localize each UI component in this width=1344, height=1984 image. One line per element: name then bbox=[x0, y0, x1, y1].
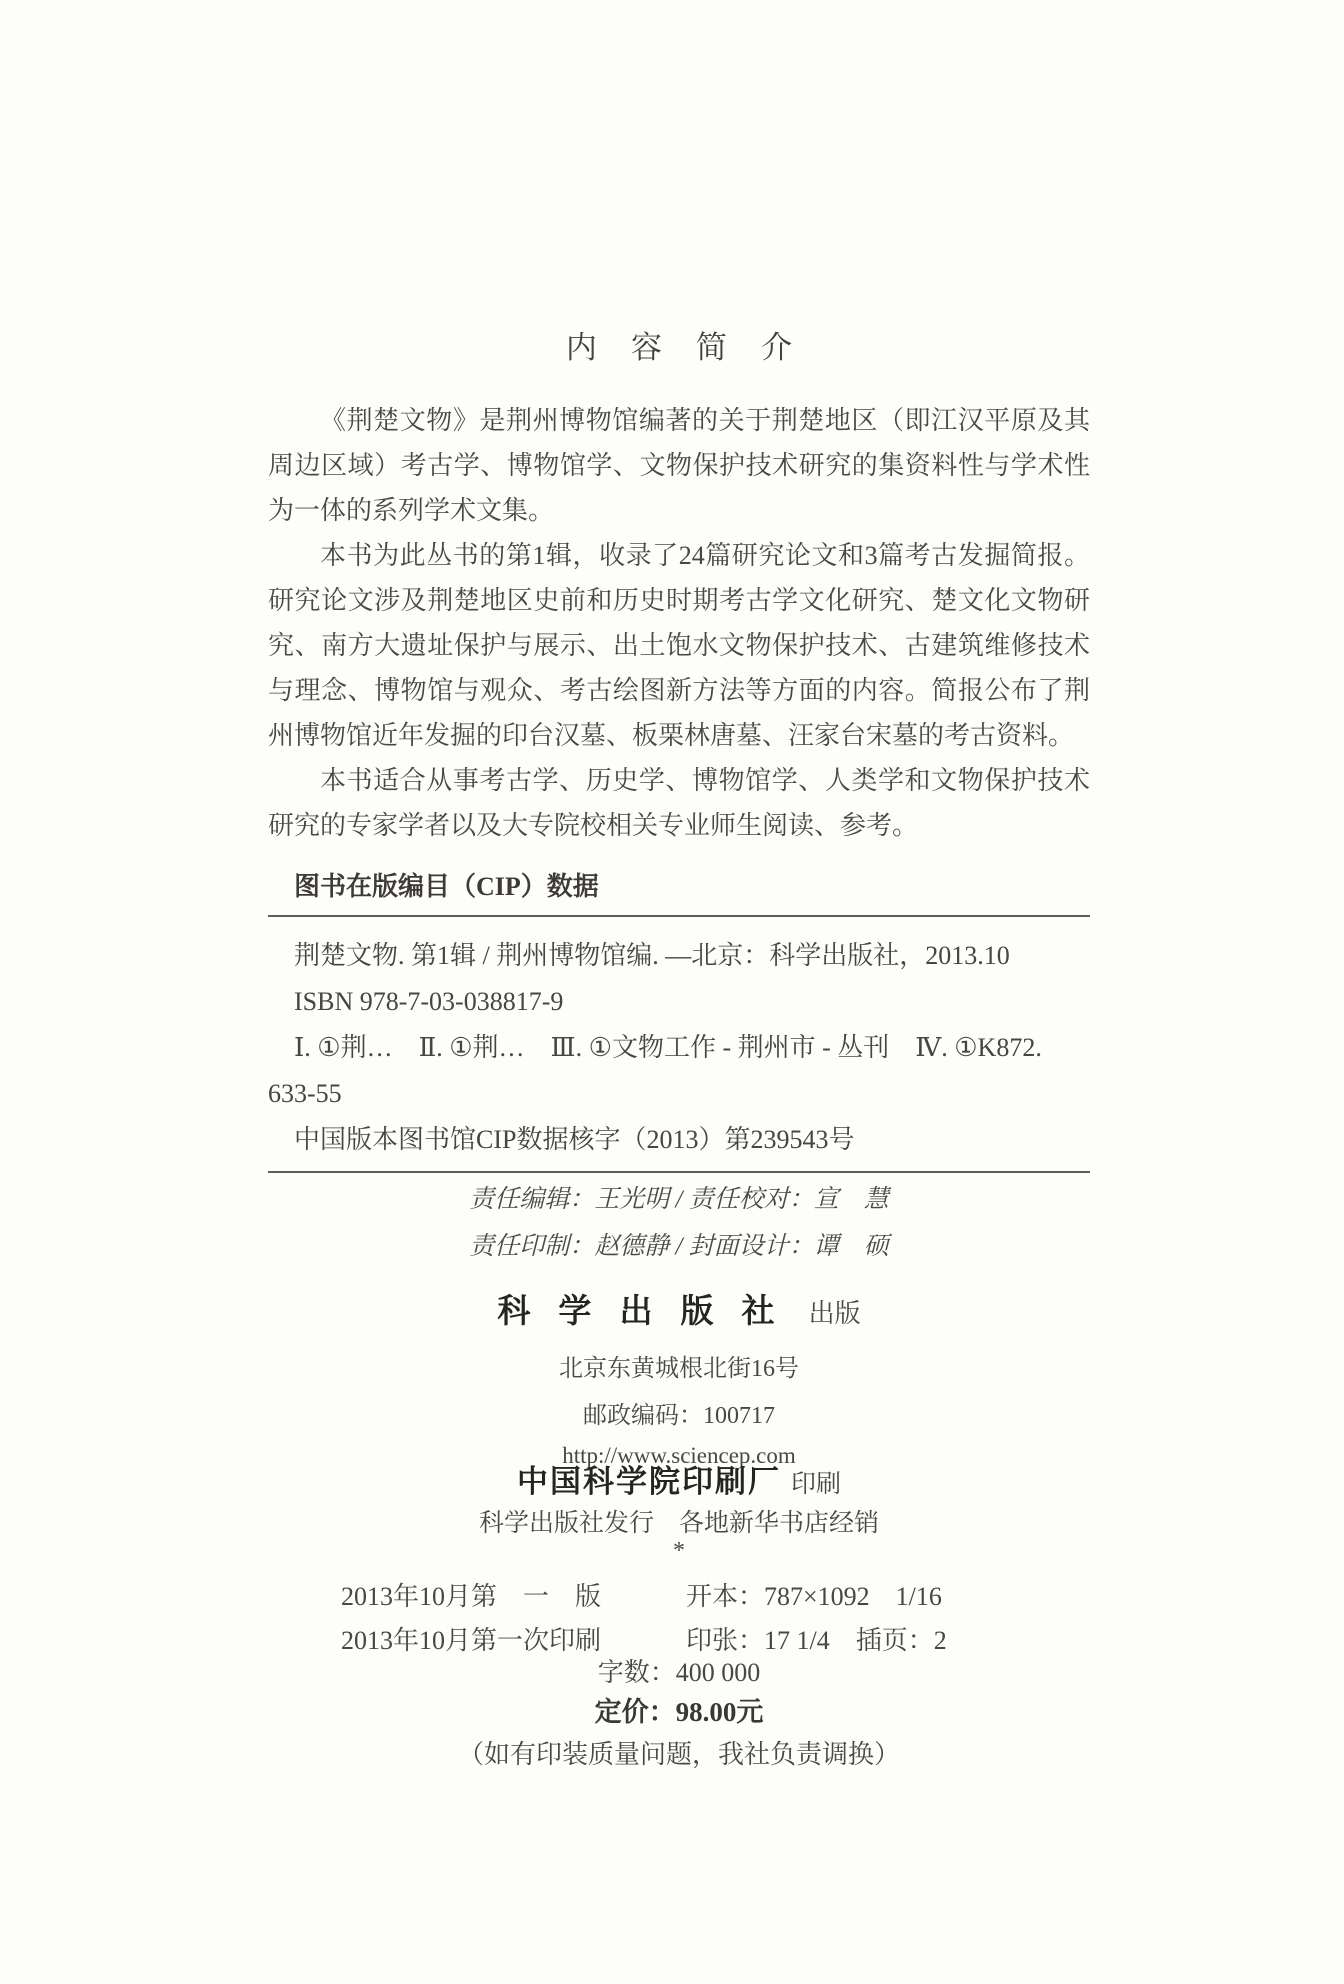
cip-top-rule bbox=[268, 915, 1090, 917]
price: 定价：98.00元 bbox=[594, 1697, 764, 1727]
printer-line bbox=[268, 1456, 1090, 1501]
publisher-name: 科学出版社 bbox=[497, 1294, 803, 1330]
edition-row bbox=[0, 1576, 1344, 1616]
format-spec: 开本：787×1092 1/16 bbox=[686, 1582, 942, 1611]
divider-star: * bbox=[673, 1538, 685, 1564]
publisher-name-line bbox=[268, 1292, 1090, 1334]
staff-editors-line: 责任编辑：王光明 / 责任校对：宣 慧 bbox=[469, 1186, 889, 1213]
cip-book-line: 荆楚文物. 第1辑 / 荆州博物馆编. —北京：科学出版社，2013.10 bbox=[294, 941, 1010, 970]
word-count: 字数：400 000 bbox=[597, 1658, 761, 1687]
printing-date: 2013年10月第一次印刷 bbox=[341, 1626, 602, 1655]
publisher-role: 出版 bbox=[808, 1299, 861, 1328]
publisher-address: 北京东黄城根北街16号 bbox=[559, 1356, 799, 1382]
intro-section bbox=[268, 398, 1090, 848]
page-title: 内容简介 bbox=[565, 330, 827, 365]
intro-paragraph: 本书适合从事考古学、历史学、博物馆学、人类学和文物保护技术研究的专家学者以及大专院校相关专业师生阅读、参考。 bbox=[268, 766, 1090, 840]
publisher-block bbox=[268, 1292, 1090, 1469]
staff-credits bbox=[268, 1176, 1090, 1270]
cip-heading: 图书在版编目（CIP）数据 bbox=[294, 872, 599, 901]
printer-role: 印刷 bbox=[790, 1471, 841, 1498]
publisher-postcode: 邮政编码：100717 bbox=[583, 1403, 775, 1429]
printer-name: 中国科学院印刷厂 bbox=[516, 1464, 781, 1499]
cip-classification-line: Ⅰ. ①荆… Ⅱ. ①荆… Ⅲ. ①文物工作 - 荆州市 - 丛刊 Ⅳ. ①K872. bbox=[294, 1033, 1042, 1062]
sheets-spec: 印张：17 1/4 插页：2 bbox=[686, 1626, 947, 1655]
cip-classification-continuation: 633-55 bbox=[268, 1079, 342, 1108]
intro-paragraph: 本书为此丛书的第1辑，收录了24篇研究论文和3篇考古发掘简报。研究论文涉及荆楚地区史前和历史时期考古学文化研究、楚文化文物研究、南方大遗址保护与展示、出土饱水文物保护技术、古建筑维修技术与理念、博物馆与观众、考古绘图新方法等方面的内容。简报公布了荆州博物馆近年发掘的印台汉墓、板栗林唐墓、汪家台宋墓的考古资料。 bbox=[268, 541, 1090, 750]
edition-date: 2013年10月第 一 版 bbox=[341, 1582, 602, 1611]
cip-bottom-rule bbox=[268, 1171, 1090, 1173]
distribution-line: 科学出版社发行 各地新华书店经销 bbox=[478, 1510, 879, 1537]
staff-print-design-line: 责任印制：赵德静 / 封面设计：谭 硕 bbox=[469, 1233, 889, 1260]
publisher-url: http://www.sciencep.com bbox=[562, 1443, 796, 1468]
cip-body bbox=[268, 933, 1090, 1163]
cip-block bbox=[268, 866, 1090, 1173]
quality-notice: （如有印装质量问题，我社负责调换） bbox=[457, 1740, 900, 1769]
cip-isbn-line: ISBN 978-7-03-038817-9 bbox=[294, 987, 564, 1016]
cip-record-number-line: 中国版本图书馆CIP数据核字（2013）第239543号 bbox=[294, 1125, 855, 1154]
intro-paragraph: 《荆楚文物》是荆州博物馆编著的关于荆楚地区（即江汉平原及其周边区域）考古学、博物馆学、文物保护技术研究的集资料性与学术性为一体的系列学术文集。 bbox=[268, 406, 1090, 525]
